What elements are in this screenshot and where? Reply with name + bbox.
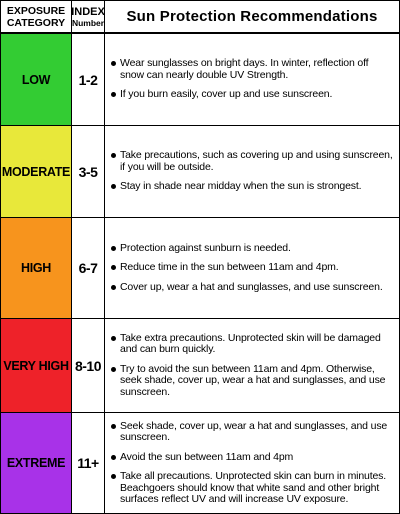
row-low [1,34,399,126]
recommendations-high [105,218,399,318]
recommendation-item: Protection against sunburn is needed. [111,243,395,255]
recommendation-item: Take extra precautions. Unprotected skin will be damaged and can burn quickly. [111,333,395,356]
recommendation-item: Try to avoid the sun between 11am and 4pm. Otherwise, seek shade, cover up, wear a hat and sunglasses, and use sunscreen. [111,364,395,399]
recommendations-extreme [105,413,399,513]
row-high [1,218,399,319]
header-category-line2: CATEGORY [6,16,66,29]
recommendations-moderate [105,126,399,217]
recommendation-item: Avoid the sun between 11am and 4pm [111,452,395,464]
header-recommendations-title: Sun Protection Recommendations [105,1,399,34]
index-low: 1-2 [72,34,105,125]
category-very-high: VERY HIGH [1,319,72,412]
recommendation-item: Reduce time in the sun between 11am and 4pm. [111,262,395,274]
index-extreme: 11+ [72,413,105,513]
header-index-number [72,1,105,34]
recommendation-item: Cover up, wear a hat and sunglasses, and use sunscreen. [111,282,395,294]
recommendation-item: Take all precautions. Unprotected skin can burn in minutes. Beachgoers should know that white sand and other bright surfaces reflect UV and will increase UV exposure. [111,471,395,506]
recommendation-item: If you burn easily, cover up and use sunscreen. [111,89,395,101]
category-moderate: MODERATE [1,126,72,217]
recommendations-very-high [105,319,399,412]
category-low: LOW [1,34,72,125]
recommendation-item: Take precautions, such as covering up and using sunscreen, if you will be outside. [111,150,395,173]
category-high: HIGH [1,218,72,318]
row-extreme [1,413,399,513]
index-very-high: 8-10 [72,319,105,412]
header-index-line2: Number [71,17,105,28]
row-very-high [1,319,399,413]
header-exposure-category [1,1,72,34]
recommendations-low [105,34,399,125]
category-extreme: EXTREME [1,413,72,513]
recommendation-item: Seek shade, cover up, wear a hat and sunglasses, and use sunscreen. [111,421,395,444]
index-moderate: 3-5 [72,126,105,217]
header-index-line1: INDEX [71,5,105,18]
recommendation-item: Stay in shade near midday when the sun is strongest. [111,181,395,193]
recommendation-item: Wear sunglasses on bright days. In winter, reflection off snow can nearly double UV Strength. [111,58,395,81]
row-moderate [1,126,399,218]
header-category-line1: EXPOSURE [6,4,66,17]
index-high: 6-7 [72,218,105,318]
